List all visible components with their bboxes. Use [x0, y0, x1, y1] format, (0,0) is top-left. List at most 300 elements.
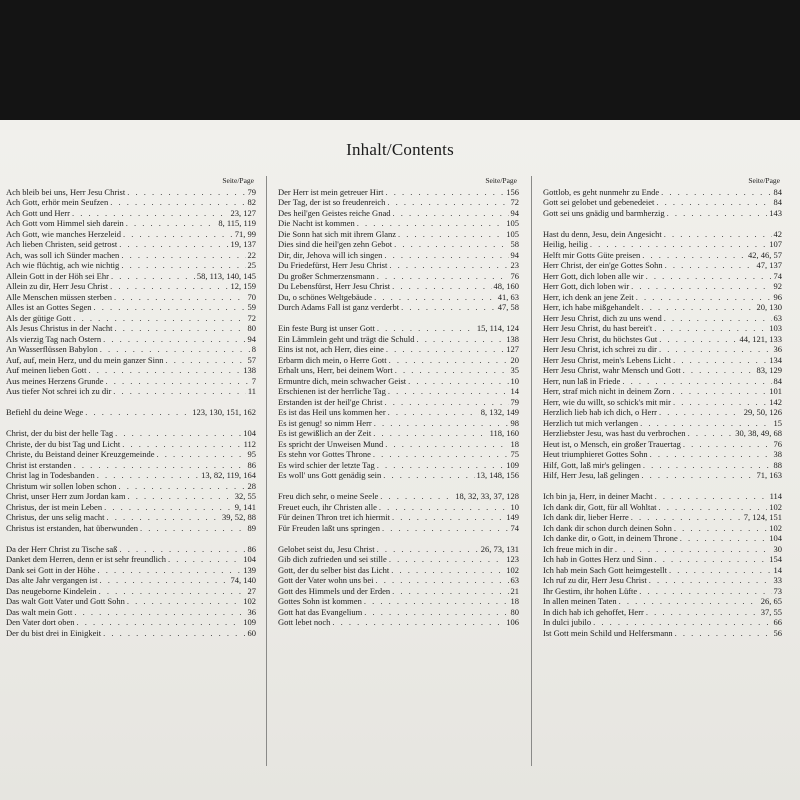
index-entry [278, 271, 519, 282]
dot-leader [388, 407, 479, 418]
entry-pages: 101 [769, 386, 782, 396]
index-entry [6, 355, 256, 366]
index-entry [543, 617, 782, 628]
dot-leader [674, 523, 767, 534]
entry-pages: 71, 99 [234, 228, 256, 239]
dot-leader [401, 302, 496, 313]
entry-pages: 103 [769, 323, 782, 333]
entry-pages: 29, 50, 126 [743, 407, 782, 417]
dot-leader [382, 523, 509, 534]
entry-pages: 118, 160 [489, 428, 519, 438]
entry-title: Gottlob, es geht nunmehr zu Ende [543, 186, 660, 197]
index-entry [543, 491, 782, 502]
entry-title: Erschienen ist der herrliche Tag [278, 386, 386, 396]
entry-title: Hast du denn, Jesu, dein Angesicht [543, 228, 662, 239]
entry-title: Das alte Jahr vergangen ist [6, 575, 98, 585]
group-gap [278, 313, 519, 324]
dot-leader [669, 565, 772, 576]
index-entry [278, 607, 519, 618]
entry-pages: 60 [247, 627, 256, 638]
page-column-header: Seite/Page [485, 176, 517, 185]
index-entry [543, 607, 782, 618]
dot-leader [89, 365, 242, 376]
dot-leader [103, 628, 245, 639]
index-entry [278, 460, 519, 471]
entry-title: Herr, nun laß in Friede [543, 375, 621, 386]
entry-pages: 63 [773, 312, 782, 323]
dot-leader [641, 302, 754, 313]
index-entry [278, 250, 519, 261]
index-entry [543, 187, 782, 198]
dot-leader [659, 502, 768, 513]
entry-title: Ach Gott vom Himmel sieh darein [6, 218, 124, 228]
dot-leader [110, 197, 245, 208]
index-entry [543, 428, 782, 439]
index-entry [6, 565, 256, 576]
index-entry [543, 197, 782, 208]
entry-title: Heilig, heilig [543, 239, 588, 249]
dot-leader [156, 449, 245, 460]
entry-pages: 102 [243, 596, 256, 606]
index-entry [278, 386, 519, 397]
index-entry [278, 407, 519, 418]
entry-title: Herr Gott, dich loben wir [543, 281, 630, 291]
entry-title: Christe, du Beistand deiner Kreuzgemeinde [6, 449, 155, 459]
entry-pages: 86 [247, 459, 256, 470]
index-entry [6, 491, 256, 502]
entry-pages: 94 [510, 207, 519, 218]
dot-leader [77, 617, 242, 628]
entry-title: Erhalt uns, Herr, bei deinem Wort [278, 365, 393, 375]
index-entry [543, 407, 782, 418]
entry-pages: 7 [251, 375, 256, 386]
index-entry [278, 292, 519, 303]
entry-title: Eins ist not, ach Herr, dies eine [278, 344, 384, 354]
dot-leader [121, 260, 245, 271]
dot-leader [389, 260, 508, 271]
index-column-2 [278, 176, 519, 628]
index-entry [6, 449, 256, 460]
index-entry [6, 575, 256, 586]
entry-pages: 18, 32, 33, 37, 128 [455, 491, 519, 501]
index-entry [6, 197, 256, 208]
entry-pages: 80 [510, 606, 519, 617]
entry-pages: 154 [769, 554, 782, 564]
index-entry [543, 596, 782, 607]
entry-pages: 109 [506, 459, 519, 470]
entry-title: Hilf, Gott, laß mir's gelingen [543, 459, 641, 470]
index-entry [6, 523, 256, 534]
index-entry [543, 565, 782, 576]
index-entry [6, 323, 256, 334]
group-gap [6, 533, 256, 544]
entry-title: Des heil'gen Geistes reiche Gnad [278, 207, 391, 218]
entry-title: Christ, der du bist der helle Tag [6, 428, 114, 438]
entry-title: Das walt mein Gott [6, 606, 73, 617]
dot-leader [680, 533, 767, 544]
entry-pages: 19, 137 [230, 239, 256, 249]
entry-pages: 14 [773, 564, 782, 575]
index-entry [6, 607, 256, 618]
index-entry [6, 365, 256, 376]
group-gap [6, 397, 256, 408]
dot-leader [389, 554, 504, 565]
index-entry [543, 470, 782, 481]
dot-leader [99, 575, 228, 586]
entry-pages: 23 [510, 260, 519, 270]
index-entry [543, 376, 782, 387]
entry-pages: 27 [247, 585, 256, 596]
dot-leader [122, 439, 241, 450]
entry-title: Als vierzig Tag nach Ostern [6, 333, 102, 344]
entry-pages: 20 [510, 354, 519, 365]
entry-pages: 13, 148, 156 [476, 470, 519, 480]
index-entry [543, 292, 782, 303]
entry-title: Heut ist, o Mensch, ein großer Trauertag [543, 438, 681, 449]
index-entry [278, 376, 519, 387]
index-entry [6, 502, 256, 513]
dot-leader [127, 187, 245, 198]
dot-leader [115, 428, 241, 439]
entry-title: Gott des Himmels und der Erden [278, 585, 391, 596]
entry-pages: 20, 130 [756, 302, 782, 312]
dot-leader [126, 218, 217, 229]
entry-title: Ich danke dir, o Gott, in deinem Throne [543, 533, 678, 543]
entry-title: Herr Jesu Christ, du höchstes Gut [543, 333, 658, 344]
entry-pages: 63 [510, 575, 519, 585]
dot-leader [392, 208, 508, 219]
entry-pages: 23, 127 [230, 207, 256, 218]
index-entry [543, 544, 782, 555]
entry-title: Christum wir sollen loben schon [6, 480, 117, 491]
entry-pages: 112 [243, 438, 256, 449]
dot-leader [388, 386, 509, 397]
index-entry [278, 397, 519, 408]
entry-title: Du großer Schmerzensmann [278, 270, 375, 281]
dot-leader [646, 271, 772, 282]
entry-title: Christ, unser Herr zum Jordan kam [6, 491, 126, 501]
entry-pages: 98 [510, 417, 519, 428]
entry-pages: 95 [247, 449, 256, 459]
entry-title: Der du bist drei in Einigkeit [6, 627, 102, 638]
index-entry [6, 470, 256, 481]
dot-leader [373, 449, 509, 460]
entry-title: Das neugeborne Kindelein [6, 585, 97, 596]
index-entry [6, 187, 256, 198]
index-entry [6, 554, 256, 565]
dot-leader [615, 544, 772, 555]
group-gap [6, 418, 256, 429]
entry-title: Christ lag in Todesbanden [6, 470, 95, 480]
dot-leader [667, 208, 768, 219]
entry-title: Allein Gott in der Höh sei Ehr [6, 270, 109, 281]
entry-title: Ich dank dir schon durch deinen Sohn [543, 522, 672, 533]
entry-pages: 42, 46, 57 [748, 249, 782, 260]
entry-pages: 30 [773, 543, 782, 554]
entry-pages: 84 [773, 186, 782, 197]
index-entry [543, 334, 782, 345]
index-entry [278, 418, 519, 429]
dot-leader [119, 239, 228, 250]
entry-title: Aus tiefer Not schrei ich zu dir [6, 386, 112, 396]
index-entry [278, 281, 519, 292]
index-entry [278, 554, 519, 565]
dot-leader [374, 292, 496, 303]
page-column-header: Seite/Page [222, 176, 254, 185]
dot-leader [395, 365, 509, 376]
entry-pages: 8, 115, 119 [218, 218, 256, 228]
index-entry [543, 355, 782, 366]
dot-leader [373, 428, 487, 439]
index-entry [6, 617, 256, 628]
dot-leader [655, 491, 768, 502]
dot-leader [111, 271, 195, 282]
index-entry [543, 323, 782, 334]
entry-pages: 79 [247, 186, 256, 197]
index-entry [543, 281, 782, 292]
entry-pages: 114 [769, 491, 782, 501]
entry-title: Als Jesus Christus in der Nacht [6, 323, 113, 333]
index-entry [6, 512, 256, 523]
dot-leader [643, 460, 772, 471]
entry-pages: 72 [510, 197, 519, 207]
entry-pages: 74 [510, 522, 519, 533]
entry-title: Ach lieben Christen, seid getrost [6, 239, 118, 249]
dot-leader [673, 355, 767, 366]
entry-title: Die Nacht ist kommen [278, 218, 355, 228]
index-entry [6, 439, 256, 450]
entry-title: Das walt Gott Vater und Gott Sohn [6, 596, 125, 606]
entry-pages: 26, 65 [760, 596, 782, 606]
entry-title: Herr Jesu Christ, ich schrei zu dir [543, 344, 658, 354]
entry-title: Freuet euch, ihr Christen alle [278, 501, 377, 512]
entry-list [543, 187, 782, 639]
index-entry [543, 365, 782, 376]
entry-pages: 79 [510, 396, 519, 407]
index-entry [6, 229, 256, 240]
entry-pages: 58, 113, 140, 145 [196, 270, 256, 281]
dot-leader [383, 470, 474, 481]
entry-pages: 138 [243, 365, 256, 375]
entry-pages: 96 [773, 291, 782, 302]
dot-leader [661, 187, 771, 198]
entry-pages: 38 [773, 449, 782, 459]
index-entry [278, 544, 519, 555]
entry-title: Dank sei Gott in der Höhe [6, 564, 96, 575]
index-entry [278, 197, 519, 208]
index-entry [543, 344, 782, 355]
index-entry [543, 586, 782, 597]
entry-pages: 70 [247, 291, 256, 302]
entry-pages: 89 [247, 522, 256, 533]
dot-leader [374, 418, 509, 429]
dot-leader [364, 607, 508, 618]
index-entry [543, 239, 782, 250]
dot-leader [97, 565, 241, 576]
index-entry [543, 575, 782, 586]
entry-title: Es ist genug! so nimm Herr [278, 417, 372, 428]
index-entry [278, 239, 519, 250]
index-entry [6, 407, 256, 418]
dot-leader [105, 376, 249, 387]
index-entry [278, 596, 519, 607]
entry-title: Herr Christ, der ein'ge Gottes Sohn [543, 260, 663, 270]
dot-leader [416, 334, 504, 345]
group-gap [543, 481, 782, 492]
dot-leader [646, 607, 759, 618]
entry-pages: 26, 73, 131 [480, 543, 519, 554]
entry-pages: 32, 55 [234, 491, 256, 501]
entry-pages: 9, 141 [234, 501, 256, 512]
entry-title: Durch Adams Fall ist ganz verderbt [278, 302, 400, 312]
entry-pages: 74 [773, 270, 782, 281]
dot-leader [104, 502, 233, 513]
dot-leader [631, 512, 742, 523]
entry-pages: 35 [510, 365, 519, 375]
entry-pages: 18 [510, 596, 519, 606]
entry-title: Gott hat das Evangelium [278, 606, 363, 617]
index-entry [543, 418, 782, 429]
entry-title: Dir, dir, Jehova will ich singen [278, 249, 383, 260]
dot-leader [119, 481, 246, 492]
index-entry [6, 281, 256, 292]
dot-leader [640, 418, 771, 429]
entry-title: Christe, der du bist Tag und Licht [6, 438, 121, 449]
dot-leader [127, 596, 241, 607]
entry-title: Befiehl du deine Wege [6, 407, 84, 417]
dot-leader [93, 302, 245, 313]
index-entry [278, 229, 519, 240]
index-entry [6, 386, 256, 397]
dot-leader [649, 575, 772, 586]
entry-title: Es ist gewißlich an der Zeit [278, 428, 372, 438]
index-entry [543, 260, 782, 271]
index-entry [6, 239, 256, 250]
entry-pages: 8 [251, 344, 256, 354]
entry-title: Dies sind die heil'gen zehn Gebot [278, 239, 393, 249]
entry-pages: 102 [769, 501, 782, 512]
dot-leader [659, 407, 742, 418]
entry-title: Freu dich sehr, o meine Seele [278, 491, 379, 501]
entry-pages: 66 [773, 617, 782, 627]
entry-pages: 10 [510, 501, 519, 512]
entry-pages: 105 [506, 228, 519, 239]
entry-title: Gott lebet noch [278, 617, 331, 627]
dot-leader [389, 355, 509, 366]
index-entry [278, 470, 519, 481]
entry-title: Ich hab mein Sach Gott heimgestellt [543, 564, 667, 575]
entry-pages: 28 [247, 480, 256, 491]
entry-pages: 58 [510, 239, 519, 249]
dot-leader [665, 260, 755, 271]
index-entry [6, 334, 256, 345]
entry-pages: 56 [773, 627, 782, 638]
dot-leader [113, 386, 246, 397]
entry-title: Alles ist an Gottes Segen [6, 302, 92, 312]
entry-title: Hilf, Herr Jesu, laß gelingen [543, 470, 640, 480]
index-entry [278, 218, 519, 229]
dot-leader [659, 334, 737, 345]
index-entry [6, 344, 256, 355]
entry-title: Für Freuden laßt uns springen [278, 522, 380, 533]
dot-leader [392, 512, 504, 523]
dot-leader [655, 554, 768, 565]
dot-leader [664, 313, 772, 324]
index-entry [6, 208, 256, 219]
index-entry [543, 554, 782, 565]
entry-title: Ist Gott mein Schild und Helfersmann [543, 627, 673, 638]
dot-leader [639, 586, 771, 597]
entry-pages: 71, 163 [756, 470, 782, 480]
entry-title: Gott, der du selber bist das Licht [278, 564, 390, 575]
entry-pages: 72 [247, 312, 256, 323]
dot-leader [654, 323, 767, 334]
index-entry [278, 208, 519, 219]
entry-title: Es stehn vor Gottes Throne [278, 449, 371, 459]
dot-leader [593, 617, 771, 628]
entry-title: Aus meines Herzens Grunde [6, 375, 104, 386]
index-entry [278, 512, 519, 523]
entry-pages: 76 [773, 438, 782, 449]
index-entry [278, 575, 519, 586]
entry-title: Ach Gott, erhör mein Seufzen [6, 197, 109, 207]
entry-title: Herr Gott, dich loben alle wir [543, 270, 644, 281]
entry-title: Gott sei gelobet und gebenedeiet [543, 197, 655, 207]
entry-title: Herzliebster Jesu, was hast du verbrochen [543, 428, 686, 438]
dot-leader [114, 323, 245, 334]
entry-title: Herr Jesu Christ, dich zu uns wend [543, 312, 662, 323]
index-entry [6, 460, 256, 471]
entry-pages: 7, 124, 151 [743, 512, 782, 522]
dot-leader [100, 344, 250, 355]
index-entry [278, 334, 519, 345]
entry-pages: 14 [510, 386, 519, 396]
dot-leader [377, 271, 509, 282]
dot-leader [377, 323, 475, 334]
entry-pages: 75 [510, 449, 519, 459]
dot-leader [364, 596, 509, 607]
dark-background [0, 0, 800, 120]
dot-leader [641, 470, 754, 481]
index-entry [543, 449, 782, 460]
index-entry [543, 250, 782, 261]
entry-title: Christus, der uns selig macht [6, 512, 105, 522]
page-title: Inhalt/Contents [346, 140, 454, 159]
index-entry [278, 586, 519, 597]
index-entry [278, 323, 519, 334]
entry-pages: 102 [506, 564, 519, 575]
entry-title: Ermuntre dich, mein schwacher Geist [278, 375, 407, 386]
dot-leader [379, 502, 509, 513]
dot-leader [127, 491, 232, 502]
dot-leader [394, 239, 508, 250]
index-entry [278, 565, 519, 576]
entry-title: Gottes Sohn ist kommen [278, 596, 362, 606]
entry-title: Auf meinen lieben Gott [6, 365, 87, 375]
index-entry [543, 302, 782, 313]
entry-title: Herr Jesu Christ, du hast bereit't [543, 323, 653, 333]
dot-leader [688, 428, 734, 439]
dot-leader [97, 470, 199, 481]
dot-leader [631, 281, 771, 292]
entry-title: Herzlich tut mich verlangen [543, 417, 639, 428]
dot-leader [391, 565, 504, 576]
entry-title: Ich dank dir, Gott, für all Wohltat [543, 501, 657, 512]
entry-title: Ihr Gestirn, ihr hohen Lüfte [543, 585, 638, 596]
entry-pages: 37, 55 [760, 606, 782, 617]
index-entry [6, 302, 256, 313]
dot-leader [673, 397, 767, 408]
